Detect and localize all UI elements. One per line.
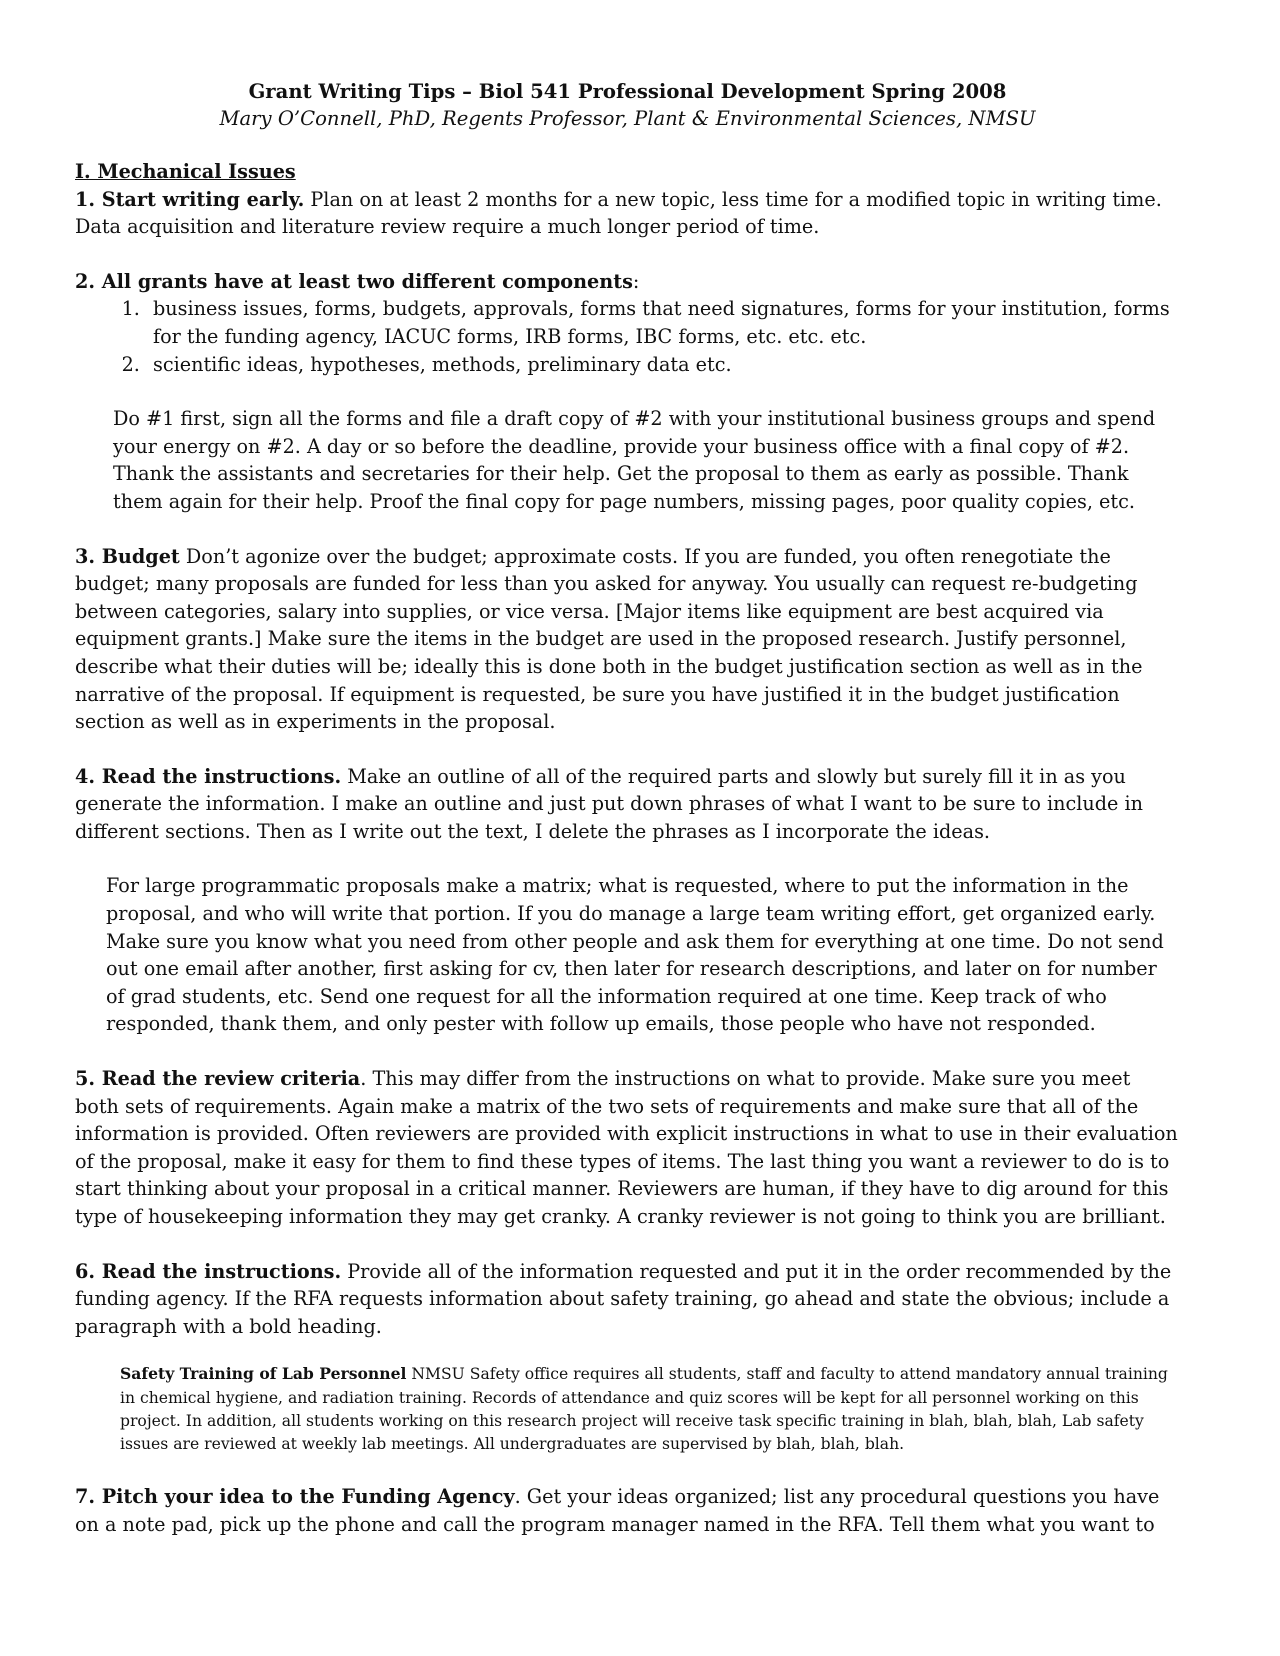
item-start-writing	[75, 186, 1180, 241]
item-lead: 1. Start writing early.	[75, 187, 305, 211]
item-text: Make an outline of all of the required parts and slowly but surely fill it in as you generate the information. I make an outline and just put down phrases of what I want to be sure to include in different sections. Then as I write out the text, I delete the phrases as I incorporate the ideas.	[75, 764, 1144, 843]
safety-example-paragraph	[120, 1362, 1170, 1456]
item-text: . Get your ideas organized; list any procedural questions you have on a note pad, pick up the phone and call the program manager named in the RFA. Tell them what you want to	[75, 1485, 1160, 1536]
document-title: Grant Writing Tips – Biol 541 Professional Development Spring 2008	[248, 80, 1007, 103]
item-lead: 2. All grants have at least two different components	[75, 269, 633, 293]
item-text: Provide all of the information requested and put it in the order recommended by the funding agency. If the RFA requests information about safety training, go ahead and state the obvious; include a paragraph with a bold heading.	[75, 1259, 1172, 1338]
item-lead: 5. Read the review criteria	[75, 1067, 361, 1091]
item-text: . This may differ from the instructions on what to provide. Make sure you meet both sets of requirements. Again make a matrix of the two sets of requirements and make sure that all of the information is provided. Often reviewers are provided with explicit instructions in what to use in their evaluation of the proposal, make it easy for them to find these types of items. The last thing you want a reviewer to do is to start thinking about your proposal in a critical manner. Reviewers are human, if they have to dig around for this type of housekeeping information they may get cranky. A cranky reviewer is not going to think you are brilliant.	[75, 1067, 1178, 1228]
document-author-line: Mary O’Connell, PhD, Regents Professor, Plant & Environmental Sciences, NMSU	[219, 107, 1036, 130]
item-lead: 4. Read the instructions.	[75, 764, 342, 788]
item-components	[75, 268, 1180, 296]
item-read-instructions-2	[75, 1258, 1180, 1341]
item-pitch-idea	[75, 1483, 1180, 1538]
section-heading: I. Mechanical Issues	[75, 160, 296, 183]
instructions-note: For large programmatic proposals make a matrix; what is requested, where to put the information in the proposal, and who will write that portion. If you do manage a large team writing effort, get organized early. Make sure you know what you need from other people and ask them for everything at one time. Do not send out one email after another, first asking for cv, then later for research descriptions, and later on for number of grad students, etc. Send one request for all the information required at one time. Keep track of who responded, thank them, and only pester with follow up emails, those people who have not responded.	[106, 874, 1164, 1036]
item-lead: 6. Read the instructions.	[75, 1259, 342, 1283]
components-list	[75, 295, 1180, 378]
item-text: Don’t agonize over the budget; approximate costs. If you are funded, you often renegotiate the budget; many proposals are funded for less than you asked for anyway. You usually can request re-budgeting between categories, salary into supplies, or vice versa. [Major items like equipment are best acquired via equipment grants.] Make sure the items in the budget are used in the proposed research. Justify personnel, describe what their duties will be; ideally this is done both in the budget justification section as well as in the narrative of the proposal. If equipment is requested, be sure you have justified it in the budget justification section as well as in experiments in the proposal.	[75, 544, 1143, 734]
example-text: NMSU Safety office requires all students, staff and faculty to attend mandatory annual training in chemical hygiene, and radiation training. Records of attendance and quiz scores will be kept for all personnel working on this project. In addition, all students working on this research project will receive task specific training in blah, blah, blah, Lab safety issues are reviewed at weekly lab meetings. All undergraduates are supervised by blah, blah, blah.	[120, 1365, 1168, 1453]
item-read-instructions	[75, 763, 1180, 846]
components-note: Do #1 first, sign all the forms and file a draft copy of #2 with your institutional business groups and spend your energy on #2. A day or so before the deadline, provide your business office with a final copy of #2. Thank the assistants and secretaries for their help. Get the proposal to them as early as possible. Thank them again for their help. Proof the final copy for page numbers, missing pages, poor quality copies, etc.	[113, 407, 1156, 513]
item-review-criteria	[75, 1065, 1180, 1231]
item-lead: 3. Budget	[75, 544, 180, 568]
item-lead: 7. Pitch your idea to the Funding Agency	[75, 1485, 515, 1509]
item-text: Plan on at least 2 months for a new topic, less time for a modified topic in writing time. Data acquisition and literature review require a much longer period of time.	[75, 187, 1162, 239]
list-item: 2. scientific ideas, hypotheses, methods, preliminary data etc.	[146, 351, 1180, 379]
list-item: 1. business issues, forms, budgets, approvals, forms that need signatures, forms for your institution, forms for the funding agency, IACUC forms, IRB forms, IBC forms, etc. etc. etc.	[146, 295, 1180, 350]
example-lead: Safety Training of Lab Personnel	[120, 1364, 407, 1384]
item-budget	[75, 543, 1180, 736]
item-text: :	[632, 269, 640, 293]
